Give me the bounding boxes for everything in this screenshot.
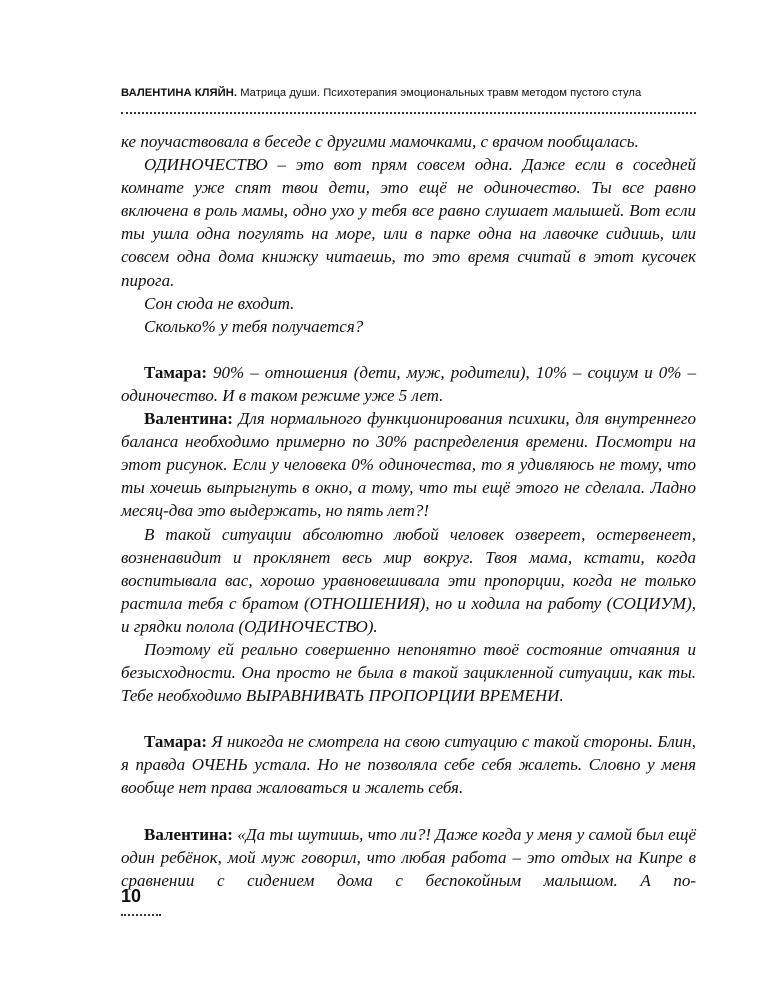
dialogue-text: Для нормального функционирования психики, для внутреннего баланса необходимо примерно по 30% распределения времени. Посмотри на этот рисунок. Если у человека 0% одиночества, то я удивляюсь не тому, что ты хочешь выпрыгнуть в окно, а тому, что ты ещё этого не сделала. Ладно месяц-два это выдержать, но пять лет?! (121, 409, 696, 521)
footer-dotted-rule (121, 914, 161, 916)
paragraph-text: ке поучаствовала в беседе с другими мамочками, с врачом пообщалась. (121, 132, 639, 151)
paragraph-6 (121, 638, 696, 707)
header-author: ВАЛЕНТИНА КЛЯЙН. (121, 87, 238, 99)
paragraph-5 (121, 523, 696, 638)
dialogue-valentina-2 (121, 823, 696, 892)
paragraph-text: В такой ситуации абсолютно любой человек озвереет, остервенеет, возненавидит и проклянет весь мир вокруг. Твоя мама, кстати, когда воспитывала вас, хорошо уравновешивала эти пропорции, когда не только растила тебя с братом (ОТНОШЕНИЯ), но и ходила на работу (СОЦИУМ), и грядки полола (ОДИНОЧЕСТВО). (121, 524, 696, 636)
speaker-name: Валентина: (144, 824, 233, 844)
dialogue-tamara-2 (121, 730, 696, 799)
running-header (121, 86, 696, 100)
paragraph-text: Сколько% у тебя получается? (144, 316, 364, 336)
speaker-name: Валентина: (144, 409, 233, 429)
paragraph-1 (121, 130, 696, 153)
dialogue-text: «Да ты шутишь, что ли?! Даже когда у меня у самой был ещё один ребёнок, мой муж говорил, что любая работа – это отдых на Кипре в сравнении с сидением дома с беспокойным малышом. А по- (121, 824, 696, 890)
header-dotted-rule (121, 112, 696, 114)
dialogue-text: 90% – отношения (дети, муж, родители), 10% – социум и 0% – одиночество. И в таком режиме уже 5 лет. (121, 362, 696, 405)
paragraph-spacer (121, 800, 696, 823)
dialogue-valentina-1 (121, 407, 696, 522)
paragraph-2 (121, 153, 696, 292)
paragraph-spacer (121, 338, 696, 361)
dialogue-text: Я никогда не смотрела на свою ситуацию с такой стороны. Блин, я правда ОЧЕНЬ устала. Но не позволяла себе себя жалеть. Словно у меня вообще нет права жаловаться и жалеть себя. (121, 732, 696, 798)
speaker-name: Тамара: (144, 362, 207, 382)
page-number: 10 (121, 886, 142, 906)
paragraph-spacer (121, 707, 696, 730)
page-body (121, 130, 696, 892)
paragraph-4 (121, 315, 696, 338)
paragraph-3 (121, 292, 696, 315)
header-book-title: Матрица души. Психотерапия эмоциональных травм методом пустого стула (237, 87, 642, 99)
paragraph-text: Поэтому ей реально совершенно непонятно твоё состояние отчаяния и безысходности. Она просто не была в такой зацикленной ситуации, как ты. Тебе необходимо ВЫРАВНИВАТЬ ПРОПОРЦИИ ВРЕМЕНИ. (121, 639, 696, 706)
speaker-name: Тамара: (144, 732, 207, 752)
paragraph-text: Сон сюда не входит. (144, 293, 295, 313)
paragraph-text: ОДИНОЧЕСТВО – это вот прям совсем одна. Даже если в соседней комнате уже спят твои дети, это ещё не одиночество. Ты все равно включена в роль мамы, одно ухо у тебя все равно слушает малышей. Вот если ты ушла одна погулять на море, или в парке одна на лавочке сидишь, или совсем одна дома книжку читаешь, то это время считай в этот кусочек пирога. (121, 155, 696, 290)
dialogue-tamara-1 (121, 361, 696, 407)
